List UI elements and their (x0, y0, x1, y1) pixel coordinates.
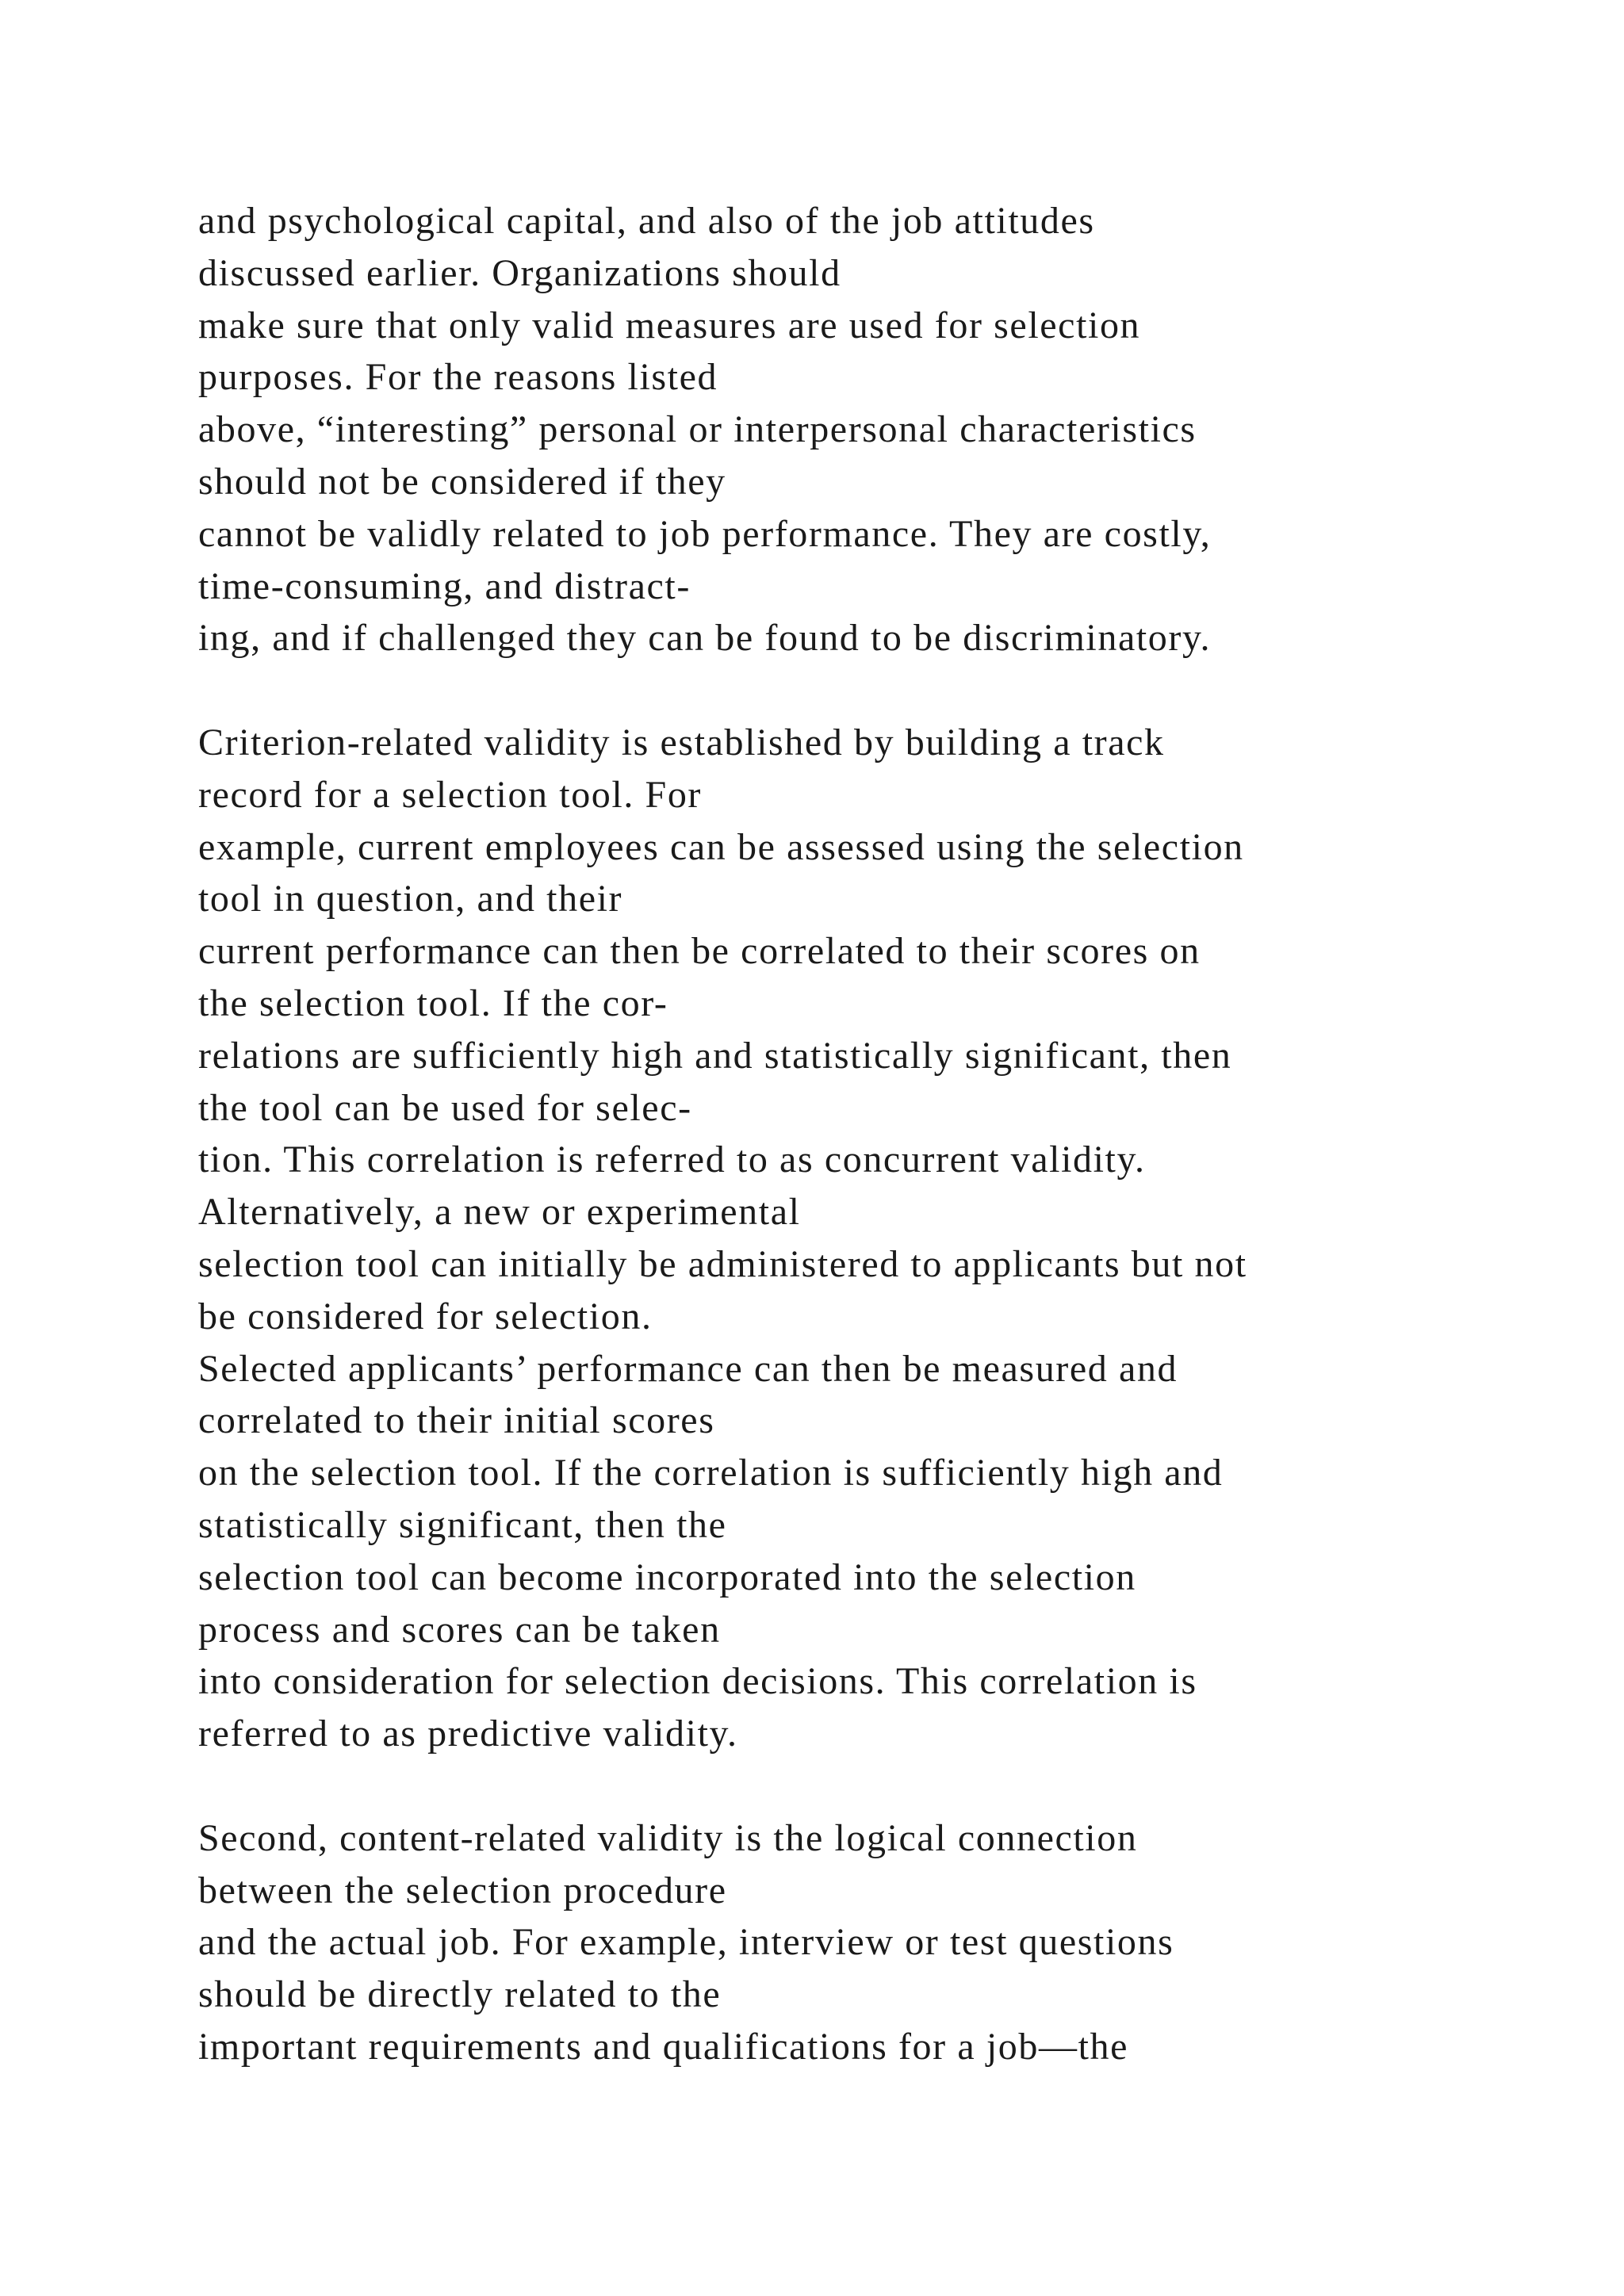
text-line: ing, and if challenged they can be found to be discriminatory. (198, 617, 1212, 660)
text-line: between the selection procedure (198, 1869, 727, 1911)
text-line: Second, content-related validity is the logical connection (198, 1816, 1138, 1859)
text-line: process and scores can be taken (198, 1608, 721, 1651)
text-line: the tool can be used for selec- (198, 1086, 692, 1129)
text-line: the selection tool. If the cor- (198, 982, 668, 1024)
paragraph-2 (198, 717, 1546, 1760)
text-line: should not be considered if they (198, 460, 726, 503)
text-line: and psychological capital, and also of the job attitudes (198, 200, 1095, 242)
text-line: Selected applicants’ performance can then be measured and (198, 1347, 1178, 1390)
text-line: cannot be validly related to job performance. They are costly, (198, 512, 1212, 555)
text-line: time-consuming, and distract- (198, 564, 691, 607)
paragraph-break (198, 1760, 1546, 1812)
paragraph-3 (198, 1812, 1546, 2073)
text-line: and the actual job. For example, interview or test questions (198, 1921, 1174, 1964)
text-line: tool in question, and their (198, 878, 623, 920)
text-line: purposes. For the reasons listed (198, 356, 718, 399)
text-line: selection tool can become incorporated into the selection (198, 1556, 1136, 1598)
text-line: relations are sufficiently high and statistically significant, then (198, 1034, 1232, 1077)
text-line: be considered for selection. (198, 1295, 653, 1337)
text-line: discussed earlier. Organizations should (198, 251, 841, 294)
text-line: above, “interesting” personal or interpersonal characteristics (198, 408, 1197, 451)
text-line: make sure that only valid measures are used for selection (198, 304, 1141, 346)
text-line: selection tool can initially be administered to applicants but not (198, 1242, 1247, 1285)
text-line: current performance can then be correlated to their scores on (198, 930, 1201, 973)
text-line: example, current employees can be assessed using the selection (198, 825, 1244, 868)
text-line: Alternatively, a new or experimental (198, 1191, 801, 1234)
text-line: on the selection tool. If the correlation is sufficiently high and (198, 1452, 1224, 1494)
body-text (198, 195, 1546, 2073)
text-line: Criterion-related validity is established by building a track (198, 721, 1165, 763)
paragraph-break (198, 664, 1546, 717)
text-line: should be directly related to the (198, 1973, 722, 2016)
text-line: tion. This correlation is referred to as concurrent validity. (198, 1138, 1146, 1181)
text-line: record for a selection tool. For (198, 773, 703, 816)
text-line: referred to as predictive validity. (198, 1712, 738, 1755)
text-line: correlated to their initial scores (198, 1399, 715, 1442)
text-line: into consideration for selection decisions. This correlation is (198, 1660, 1197, 1703)
text-line: important requirements and qualifications for a job—the (198, 2025, 1129, 2068)
text-line: statistically significant, then the (198, 1503, 727, 1546)
paragraph-1 (198, 195, 1546, 664)
